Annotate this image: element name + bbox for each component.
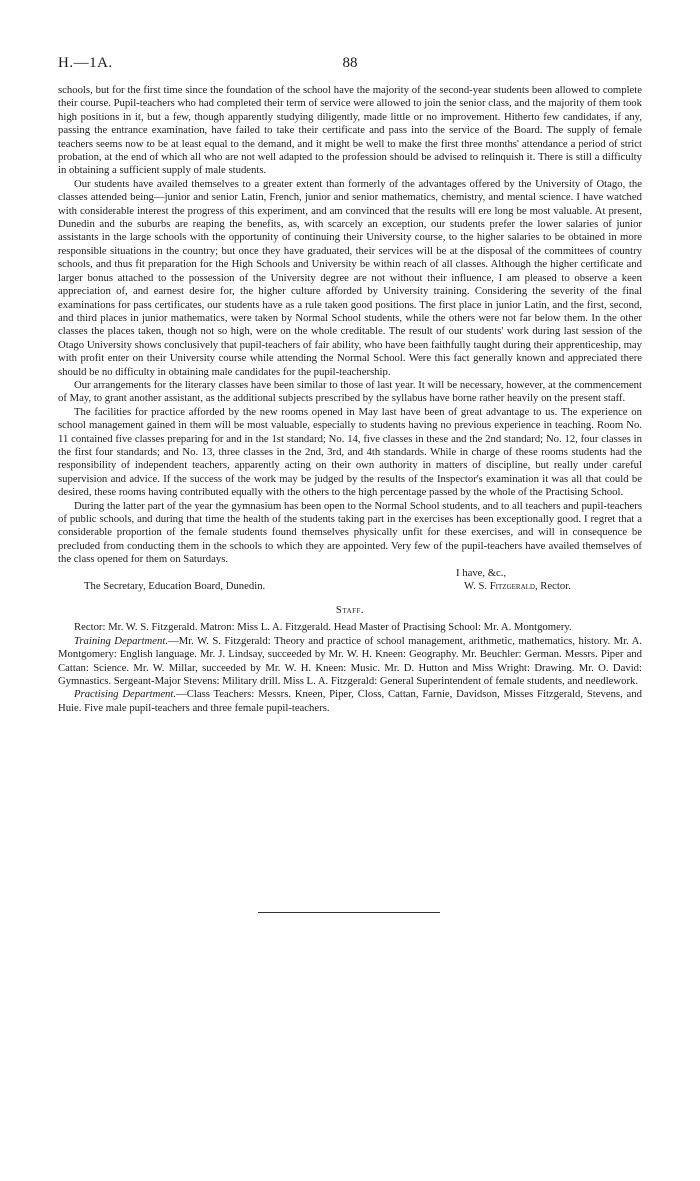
- staff-training: [58, 635, 642, 689]
- practising-department-label: Practising Department.: [74, 688, 177, 701]
- signatory-name: W. S. Fitzgerald: [464, 580, 535, 593]
- signatory: [464, 580, 571, 593]
- paragraph-2: Our students have availed themselves to a greater extent than formerly of the advantages offered by the University of Otago, the classes attended being—junior and senior Latin, French, junior and senior mathematics, chemistry, and mental science. I have watched with considerable interest the progress of this experiment, and am convinced that the results will ere long be most valuable. At present, Dunedin and the suburbs are reaping the benefits, as, with scarcely an exception, our students prefer the lower salaries of junior assistants in the large schools with the opportunity of continuing their University course, to the higher salaries to be obtained in more responsible situations in the country; but once they have graduated, their services will be at the disposal of the committees of country schools, and thus fit preparation for the High Schools and University be within reach of all classes. Although the higher certificate and larger bonus attached to the possession of the University degree are not without their influence, I am pleased to observe a keen appreciation of, and earnest desire for, the higher culture afforded by University training. Considering the severity of the final examinations for pass certificates, our students have as a rule taken good positions. The first place in junior Latin, and the first, second, and third places in junior mathematics, were taken by Normal School students, while the others were not far below them. In the other classes the places taken, though not so high, were on the whole creditable. The result of our students' work during last session of the Otago University shows conclusively that pupil-teachers of fair ability, who have been faithfully taught during their apprenticeship, may with profit enter on their University course while attending the Normal School. Were this fact generally known and appreciated there should be no difficulty in obtaining male candidates for the pupil-teachership.: [58, 177, 642, 378]
- paragraph-4: The facilities for practice afforded by the new rooms opened in May last have been of great advantage to us. The experience on school management gained in them will be most valuable, especially to students having no previous experience in teaching. Room No. 11 contained five classes preparing for and in the 1st standard; No. 14, five classes in these and the 2nd standard; No. 12, four classes in the first four standards; and No. 13, three classes in the 2nd, 3rd, and 4th standards. While in charge of these rooms students had the responsibility of independent teachers, apparently acting on their own authority in matters of discipline, but really under careful supervision and advice. If the success of the work may be judged by the results of the Inspector's examination it was all that could be desired, these rooms having contributed equally with the others to the high percentage passed by the whole of the Practising School.: [58, 405, 642, 499]
- paragraph-1: schools, but for the first time since the foundation of the school have the majority of the second-year students been allowed to complete their course. Pupil-teachers who had completed their term of service were allowed to join the senior class, and the majority of them took high positions in it, but a few, though apparently studying diligently, made little or no improvement. Hitherto few candidates, if any, passing the entrance examination, have failed to take their certificate and pass into the service of the Board. The supply of female teachers seems now to be at least equal to the demand, and it might be well to make the first three months' attendance a period of strict probation, at the end of which all who are not well adapted to the profession should be advised to relinquish it. There is still a difficulty in obtaining a sufficient supply of male students.: [58, 84, 642, 177]
- page-header: [58, 55, 642, 75]
- report-body: [58, 84, 642, 715]
- staff-practising: [58, 688, 642, 715]
- training-department-text: —Mr. W. S. Fitzgerald: Theory and practice of school management, arithmetic, mathematics, history. Mr. A. Montgomery: English language. Mr. J. Lindsay, succeeded by Mr. W. H. Kneen: Geography. Mr. Beuchler: German. Messrs. Piper and Cattan: Science. Mr. W. Millar, succeeded by Mr. W. H. Kneen: Music. Mr. D. Hutton and Miss Wright: Drawing. Mr. O. David: Gymnastics. Sergeant-Major Stevens: Military drill. Miss L. A. Fitzgerald: General Superintendent of female students, and needlework.: [58, 634, 642, 688]
- signature-line: [58, 580, 642, 594]
- staff-line-1: Rector: Mr. W. S. Fitzgerald. Matron: Miss L. A. Fitzgerald. Head Master of Practising School: Mr. A. Montgomery.: [74, 621, 572, 634]
- page-number: 88: [342, 55, 358, 71]
- signatory-title: , Rector.: [534, 580, 571, 593]
- end-rule: [258, 912, 440, 913]
- paragraph-5: During the latter part of the year the gymnasium has been open to the Normal School students, and to all teachers and pupil-teachers of public schools, and during that time the health of the students taking part in the exercises has been exceptionally good. I regret that a considerable proportion of the female students found themselves physically unfit for these exercises, and will in consequence be precluded from conducting them in the schools to which they are appointed. Very few of the pupil-teachers have availed themselves of the class opened for them on Saturdays.: [58, 499, 642, 566]
- document-code: H.—1A.: [58, 55, 113, 71]
- practising-department-text: —Class Teachers: Messrs. Kneen, Piper, Closs, Cattan, Farnie, Davidson, Misses Fitzgerald, Stevens, and Huie. Five male pupil-teachers and three female pupil-teachers.: [58, 688, 642, 714]
- closing-formula: I have, &c.,: [456, 566, 507, 579]
- addressee: The Secretary, Education Board, Dunedin.: [84, 580, 266, 593]
- paragraph-3: Our arrangements for the literary classes have been similar to those of last year. It will be necessary, however, at the commencement of May, to grant another assistant, as the additional subjects prescribed by the syllabus have borne rather heavily on the present staff.: [58, 378, 642, 405]
- training-department-label: Training Department.: [74, 634, 169, 647]
- staff-heading: Staff.: [335, 604, 365, 617]
